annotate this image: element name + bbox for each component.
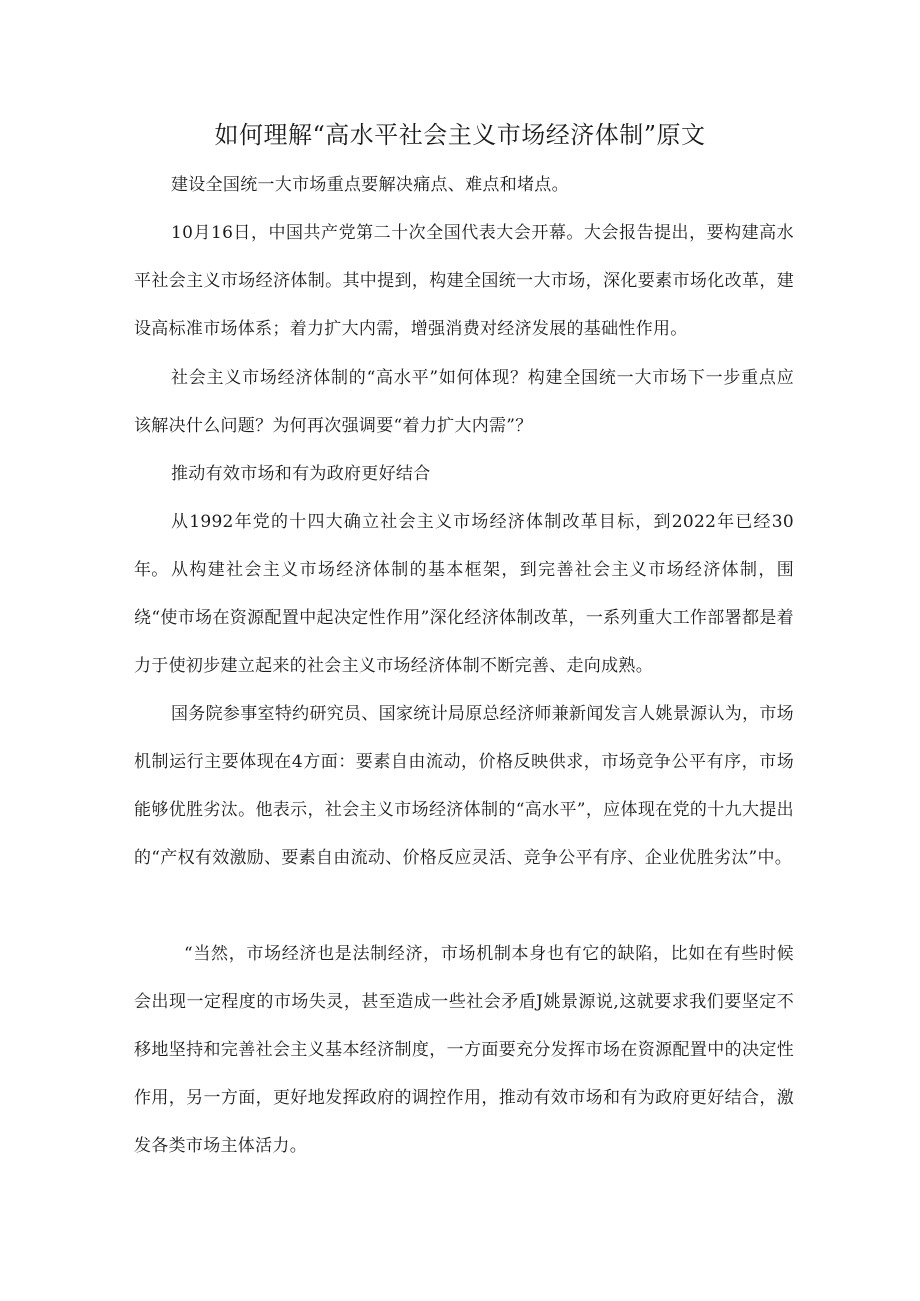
section-heading-market-government: 推动有效市场和有为政府更好结合: [171, 464, 431, 484]
paragraph-congress-report: 10月16日，中国共产党第二十次全国代表大会开幕。大会报告提出，要构建高水平社会主义市场经济体制。其中提到，构建全国统一大市场，深化要素市场化改革，建设高标准市场体系；着力扩大内需，增强消费对经济发展的基础性作用。: [134, 223, 794, 339]
paragraph-yao-jingyuan: 国务院参事室特约研究员、国家统计局原总经济师兼新闻发言人姚景源认为，市场机制运行主要体现在4方面：要素自由流动，价格反映供求，市场竞争公平有序，市场能够优胜劣汰。他表示，社会主义市场经济体制的“高水平”，应体现在党的十九大提出的“产权有效激励、要素自由流动、价格反应灵活、竞争公平有序、企业优胜劣汰”中。: [134, 704, 794, 868]
paragraph-quote: “当然，市场经济也是法制经济，市场机制本身也有它的缺陷，比如在有些时候会出现一定程度的市场失灵，甚至造成一些社会矛盾J姚景源说,这就要求我们要坚定不移地坚持和完善社会主义基本经济制度，一方面要充分发挥市场在资源配置中的决定性作用，另一方面，更好地发挥政府的调控作用，推动有效市场和有为政府更好结合，激发各类市场主体活力。: [134, 944, 794, 1156]
paragraph-questions: 社会主义市场经济体制的“高水平”如何体现？构建全国统一大市场下一步重点应该解决什么问题？为何再次强调要“着力扩大内需”？: [134, 368, 794, 436]
document-title: 如何理解“高水平社会主义市场经济体制”原文: [214, 121, 706, 149]
paragraph-intro: 建设全国统一大市场重点要解决痛点、难点和堵点。: [171, 175, 569, 195]
paragraph-history: 从1992年党的十四大确立社会主义市场经济体制改革目标，到2022年已经30年。: [134, 512, 794, 580]
paragraph-framework: 从构建社会主义市场经济体制的基本框架，到完善社会主义市场经济体制，围绕“使市场在资源配置中起决定性作用”深化经济体制改革，一系列重大工作部署都是着力于使初步建立起来的社会主义市场经济体制不断完善、走向成熟。: [134, 560, 794, 676]
